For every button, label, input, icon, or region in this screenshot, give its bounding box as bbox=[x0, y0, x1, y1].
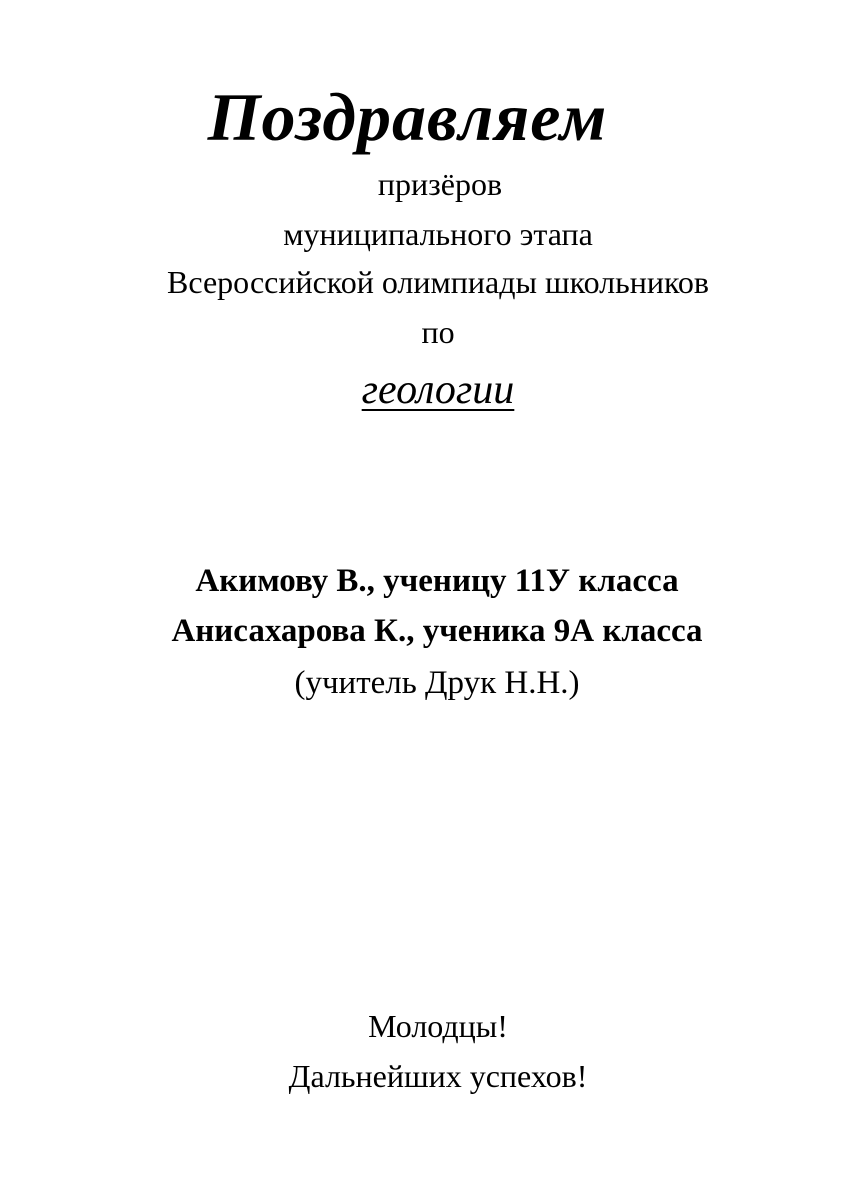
intro-line-municipal-stage: муниципального этапа bbox=[283, 216, 593, 252]
student-line-2: Анисахарова К., ученика 9А класса bbox=[171, 613, 703, 649]
closing-line-further-success: Дальнейших успехов! bbox=[288, 1058, 588, 1094]
congratulations-heading: Поздравляем bbox=[207, 79, 608, 155]
teacher-line: (учитель Друк Н.Н.) bbox=[294, 665, 580, 701]
intro-line-prize-winners: призёров bbox=[377, 166, 503, 202]
intro-line-olympiad: Всероссийской олимпиады школьников bbox=[167, 264, 709, 300]
student-line-1: Акимову В., ученицу 11У класса bbox=[195, 563, 679, 599]
intro-line-preposition: по bbox=[421, 314, 455, 350]
subject-name: геологии bbox=[361, 367, 515, 413]
closing-line-well-done: Молодцы! bbox=[368, 1008, 508, 1044]
